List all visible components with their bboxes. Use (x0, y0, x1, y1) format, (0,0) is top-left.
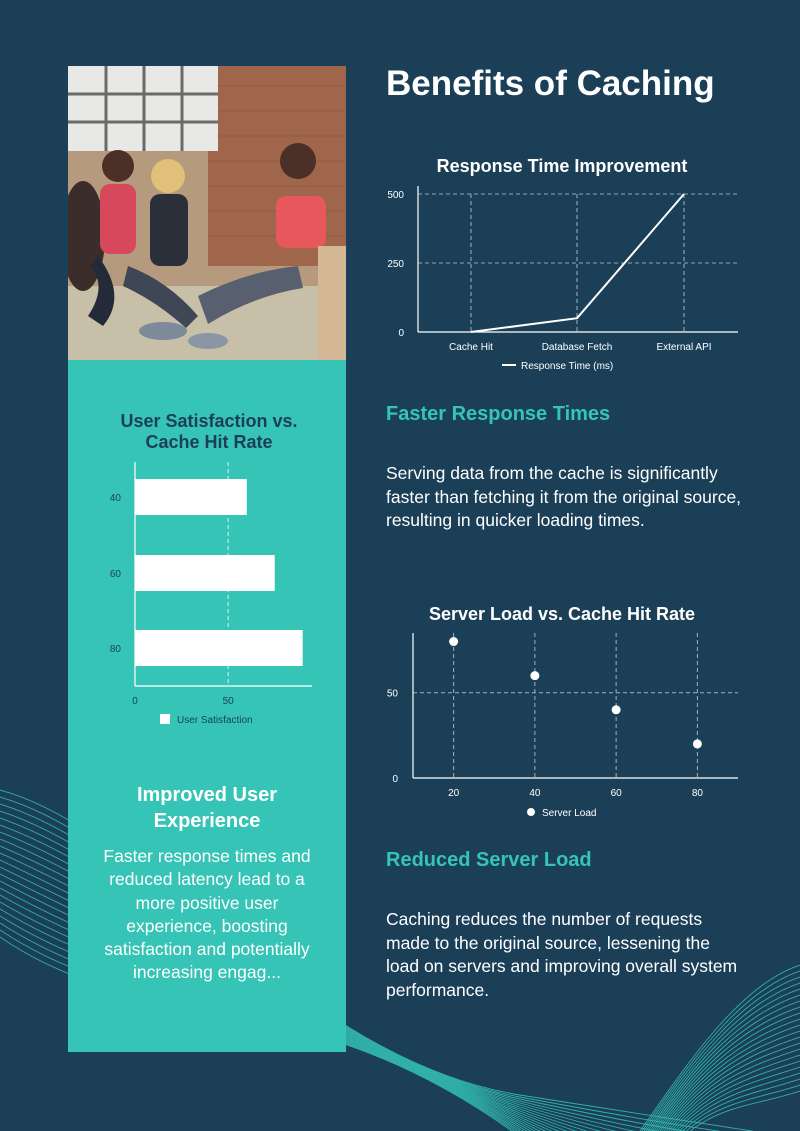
y-tick-label: 250 (387, 259, 404, 270)
y-tick-label: 0 (392, 774, 398, 785)
legend-label: Response Time (ms) (521, 361, 614, 372)
x-tick-label: 0 (132, 696, 138, 707)
wave-line (640, 1013, 800, 1131)
y-tick-label: 80 (109, 644, 121, 655)
wave-line (640, 1067, 800, 1131)
x-tick-label: 80 (691, 788, 703, 799)
page-title: Benefits of Caching (386, 64, 715, 103)
wave-line (640, 1025, 800, 1131)
chart-title-server-load: Server Load vs. Cache Hit Rate (428, 604, 696, 624)
x-tick-label: Database Fetch (541, 342, 613, 353)
section-heading-reduced-load: Reduced Server Load (386, 849, 592, 871)
y-tick-label: 500 (387, 190, 404, 201)
chart-title-user-satisfaction: User Satisfaction vs. Cache Hit Rate (120, 411, 298, 452)
wave-line (640, 1049, 800, 1131)
section-text-reduced-load: Caching reduces the number of requests made to the original source, lessening the load on servers and improving overall system performance. (386, 909, 738, 1000)
legend-label: User Satisfaction (177, 715, 253, 726)
y-tick-label: 60 (109, 569, 121, 580)
left-panel-text: Faster response times and reduced latency lead to a more positive user experience, boosting satisfaction and potentially increasing engag... (103, 846, 311, 983)
section-text-faster-response: Serving data from the cache is significantly faster than fetching it from the original source, resulting in quicker loading times. (386, 463, 742, 530)
y-tick-label: 40 (109, 493, 121, 504)
gym-group-photo (68, 66, 346, 360)
left-panel-heading: Improved User Experience (136, 784, 278, 832)
header-photo (68, 66, 346, 360)
legend-label: Server Load (542, 808, 597, 819)
x-tick-label: 40 (529, 788, 541, 799)
y-tick-label: 0 (398, 328, 404, 339)
x-tick-label: 60 (610, 788, 622, 799)
x-tick-label: 50 (222, 696, 234, 707)
x-tick-label: Cache Hit (449, 342, 493, 353)
x-tick-label: External API (656, 342, 712, 353)
y-tick-label: 50 (386, 688, 398, 700)
chart-title-response-time: Response Time Improvement (436, 156, 688, 176)
section-heading-faster-response: Faster Response Times (386, 403, 611, 425)
x-tick-label: 20 (448, 788, 460, 799)
